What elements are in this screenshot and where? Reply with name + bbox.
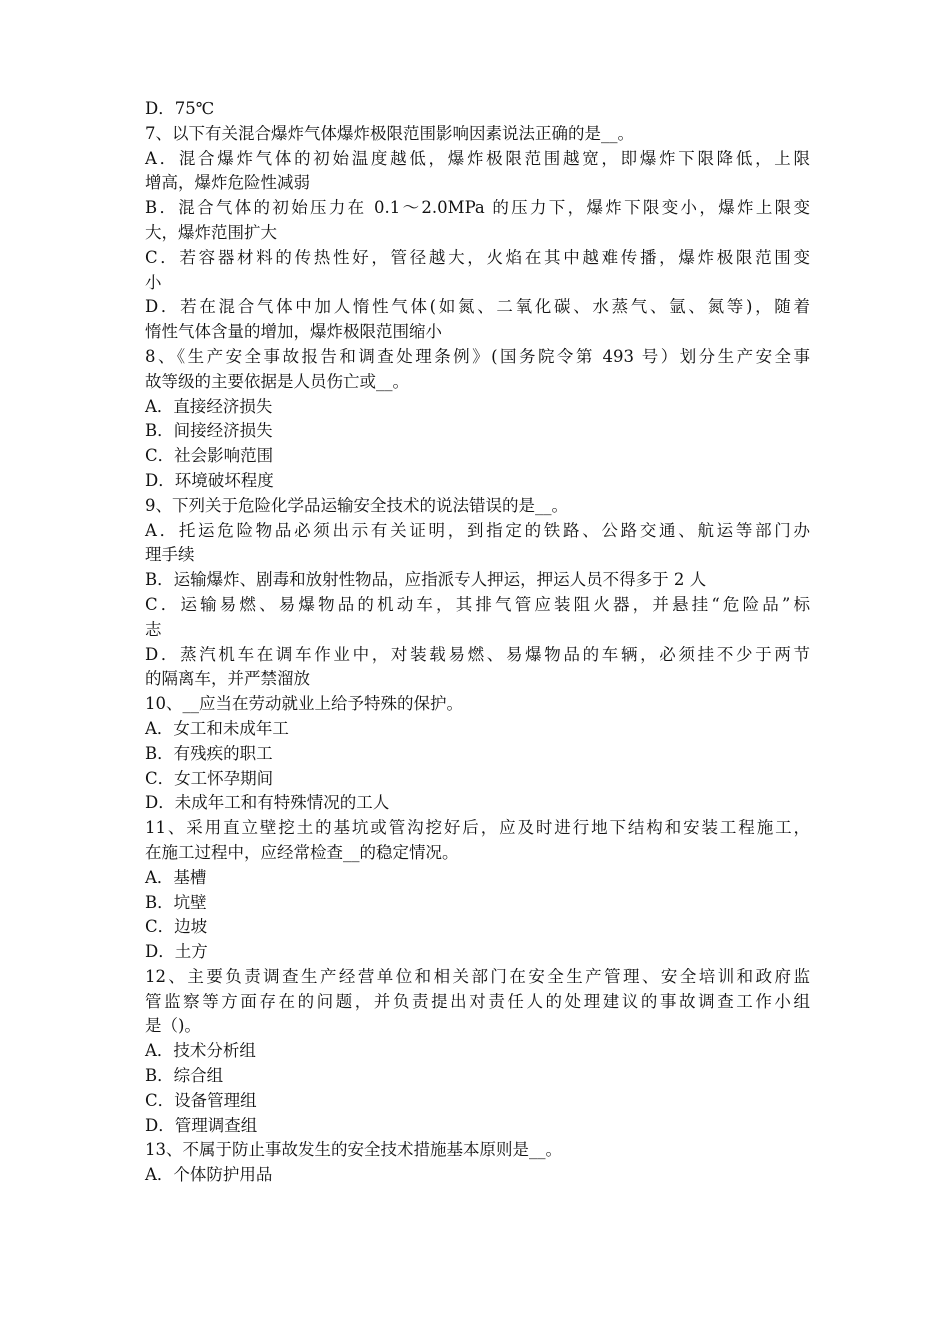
text-line: 故等级的主要依据是人员伤亡或__。 [145, 371, 409, 391]
text-line: 管监察等方面存在的问题，并负责提出对责任人的处理建议的事故调查工作小组 [145, 991, 810, 1011]
text-line: 小 [145, 272, 162, 292]
option-line: C．运输易燃、易爆物品的机动车，其排气管应装阻火器，并悬挂“危险品”标 [145, 594, 810, 614]
text-line: 理手续 [145, 545, 195, 565]
option-line: D．管理调查组 [145, 1115, 258, 1135]
question-12: 12、主要负责调查生产经营单位和相关部门在安全生产管理、安全培训和政府监 [145, 966, 810, 986]
option-line: A．托运危险物品必须出示有关证明，到指定的铁路、公路交通、航运等部门办 [145, 520, 810, 540]
text-line: 大，爆炸范围扩大 [145, 222, 277, 242]
question-9: 9、下列关于危险化学品运输安全技术的说法错误的是__。 [145, 495, 568, 515]
option-line: B．混合气体的初始压力在 0.1～2.0MPa 的压力下，爆炸下限变小，爆炸上限变 [145, 198, 810, 218]
option-line: C．若容器材料的传热性好，管径越大，火焰在其中越难传播，爆炸极限范围变 [145, 247, 810, 267]
option-line: A．技术分析组 [145, 1041, 256, 1061]
text-line: 惰性气体含量的增加，爆炸极限范围缩小 [145, 322, 442, 342]
document-page [145, 97, 810, 1188]
option-line: D．未成年工和有特殊情况的工人 [145, 793, 390, 813]
option-line: C．边坡 [145, 917, 208, 937]
text-line: D．75℃ [145, 99, 215, 118]
question-13: 13、不属于防止事故发生的安全技术措施基本原则是__。 [145, 1140, 562, 1160]
option-line: C．社会影响范围 [145, 446, 274, 466]
text-line: 是（)。 [145, 1016, 201, 1036]
option-line: B．间接经济损失 [145, 421, 273, 441]
option-line: B．有残疾的职工 [145, 743, 273, 763]
option-line: D．环境破坏程度 [145, 470, 274, 490]
text-line: 在施工过程中，应经常检查__的稳定情况。 [145, 842, 459, 862]
option-line: C．设备管理组 [145, 1090, 257, 1110]
text-line: 的隔离车，并严禁溜放 [145, 669, 310, 689]
option-line: A．个体防护用品 [145, 1165, 273, 1185]
text-line: 志 [145, 619, 162, 639]
option-line: C．女工怀孕期间 [145, 768, 274, 788]
question-7: 7、以下有关混合爆炸气体爆炸极限范围影响因素说法正确的是__。 [145, 123, 634, 143]
question-10: 10、__应当在劳动就业上给予特殊的保护。 [145, 694, 463, 714]
question-11: 11、采用直立壁挖土的基坑或管沟挖好后，应及时进行地下结构和安装工程施工， [145, 818, 810, 838]
option-line: A．女工和未成年工 [145, 718, 289, 738]
option-line: B．综合组 [145, 1066, 224, 1086]
option-line: A．混合爆炸气体的初始温度越低，爆炸极限范围越宽，即爆炸下限降低，上限 [145, 148, 810, 168]
text-line: 增高，爆炸危险性减弱 [145, 173, 310, 193]
option-line: A．直接经济损失 [145, 396, 273, 416]
option-line: B．运输爆炸、剧毒和放射性物品，应指派专人押运，押运人员不得多于 2 人 [145, 570, 707, 590]
option-line: D．土方 [145, 942, 208, 962]
option-line: A．基槽 [145, 867, 207, 887]
option-line: B．坑壁 [145, 892, 207, 912]
option-line: D．若在混合气体中加人惰性气体(如氮、二氧化碳、水蒸气、氩、氮等)，随着 [145, 297, 810, 317]
option-line: D．蒸汽机车在调车作业中，对装载易燃、易爆物品的车辆，必须挂不少于两节 [145, 644, 810, 664]
question-8: 8、《生产安全事故报告和调查处理条例》(国务院令第 493 号）划分生产安全事 [145, 346, 810, 366]
